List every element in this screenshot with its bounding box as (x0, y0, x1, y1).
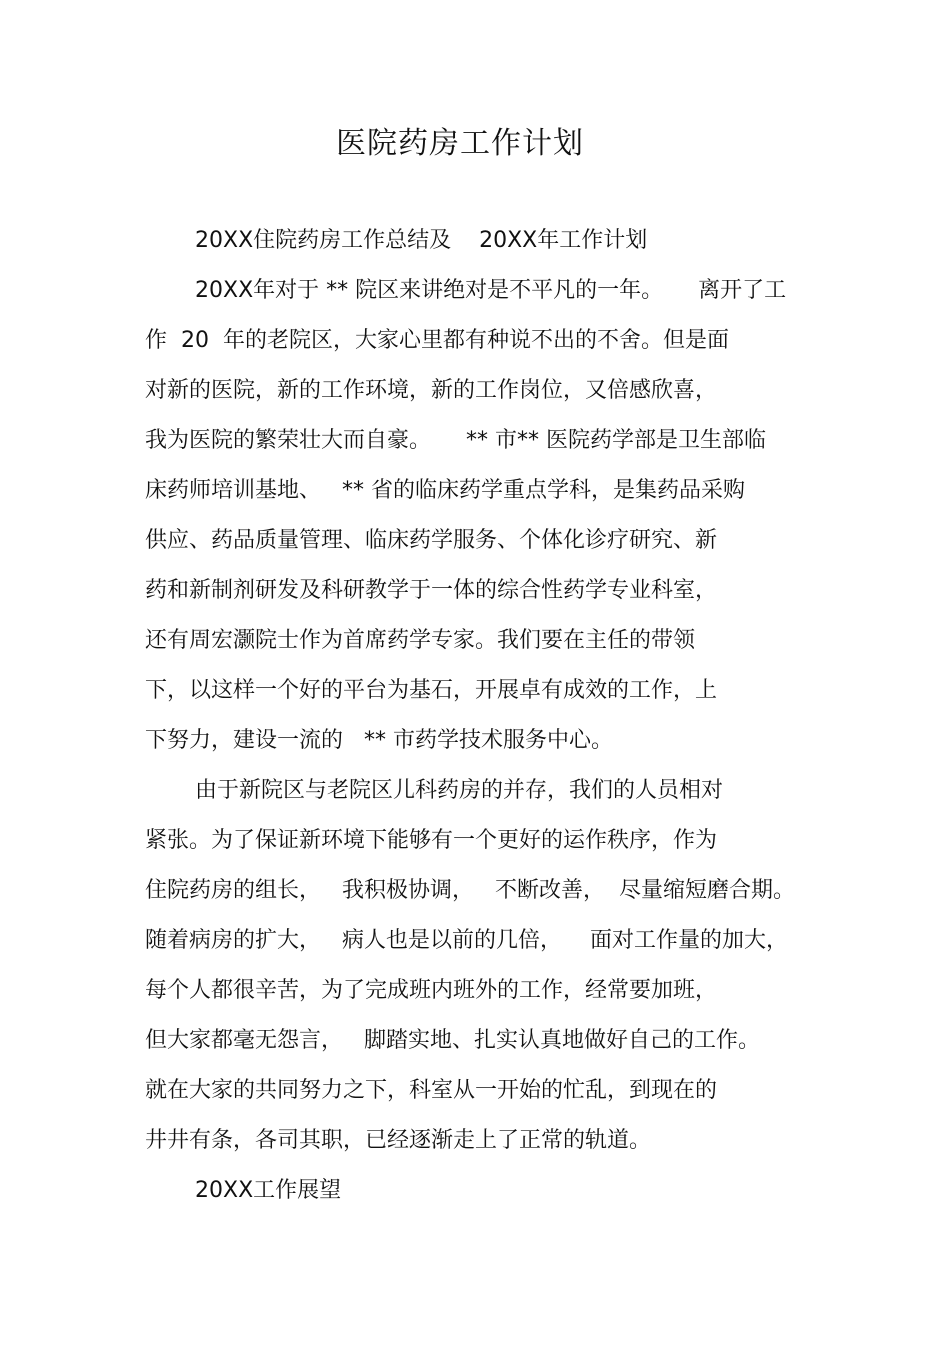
body-line: 下，以这样一个好的平台为基石，开展卓有成效的工作，上 (145, 678, 718, 703)
document-title: 医院药房工作计划 (336, 126, 584, 161)
body-line: 下努力，建设一流的 ** 市药学技术服务中心。 (145, 728, 613, 753)
body-line: 床药师培训基地、 ** 省的临床药学重点学科，是集药品采购 (145, 478, 745, 503)
section-heading: 20XX工作展望 (195, 1178, 342, 1203)
body-line: 对新的医院，新的工作环境，新的工作岗位，又倍感欣喜， (145, 378, 718, 403)
body-line: 我为医院的繁荣壮大而自豪。 ** 市** 医院药学部是卫生部临 (145, 428, 766, 453)
body-line: 随着病房的扩大， 病人也是以前的几倍， 面对工作量的加大， (145, 928, 788, 953)
body-line: 作 20 年的老院区，大家心里都有种说不出的不舍。但是面 (145, 328, 729, 353)
body-line: 供应、药品质量管理、临床药学服务、个体化诊疗研究、新 (145, 528, 718, 553)
body-line: 住院药房的组长， 我积极协调， 不断改善， 尽量缩短磨合期。 (145, 878, 795, 903)
body-line: 20XX年对于 ** 院区来讲绝对是不平凡的一年。 离开了工 (195, 278, 787, 303)
body-line: 20XX住院药房工作总结及 20XX年工作计划 (195, 228, 648, 253)
body-line: 药和新制剂研发及科研教学于一体的综合性药学专业科室， (145, 578, 718, 603)
body-line: 由于新院区与老院区儿科药房的并存，我们的人员相对 (195, 778, 724, 803)
body-line: 还有周宏灏院士作为首席药学专家。我们要在主任的带领 (145, 628, 696, 653)
body-line: 紧张。为了保证新环境下能够有一个更好的运作秩序，作为 (145, 828, 718, 853)
body-line: 井井有条，各司其职，已经逐渐走上了正常的轨道。 (145, 1128, 652, 1153)
body-line: 每个人都很辛苦，为了完成班内班外的工作，经常要加班， (145, 978, 718, 1003)
body-line: 就在大家的共同努力之下，科室从一开始的忙乱，到现在的 (145, 1078, 718, 1103)
body-line: 但大家都毫无怨言， 脚踏实地、扎实认真地做好自己的工作。 (145, 1028, 760, 1053)
